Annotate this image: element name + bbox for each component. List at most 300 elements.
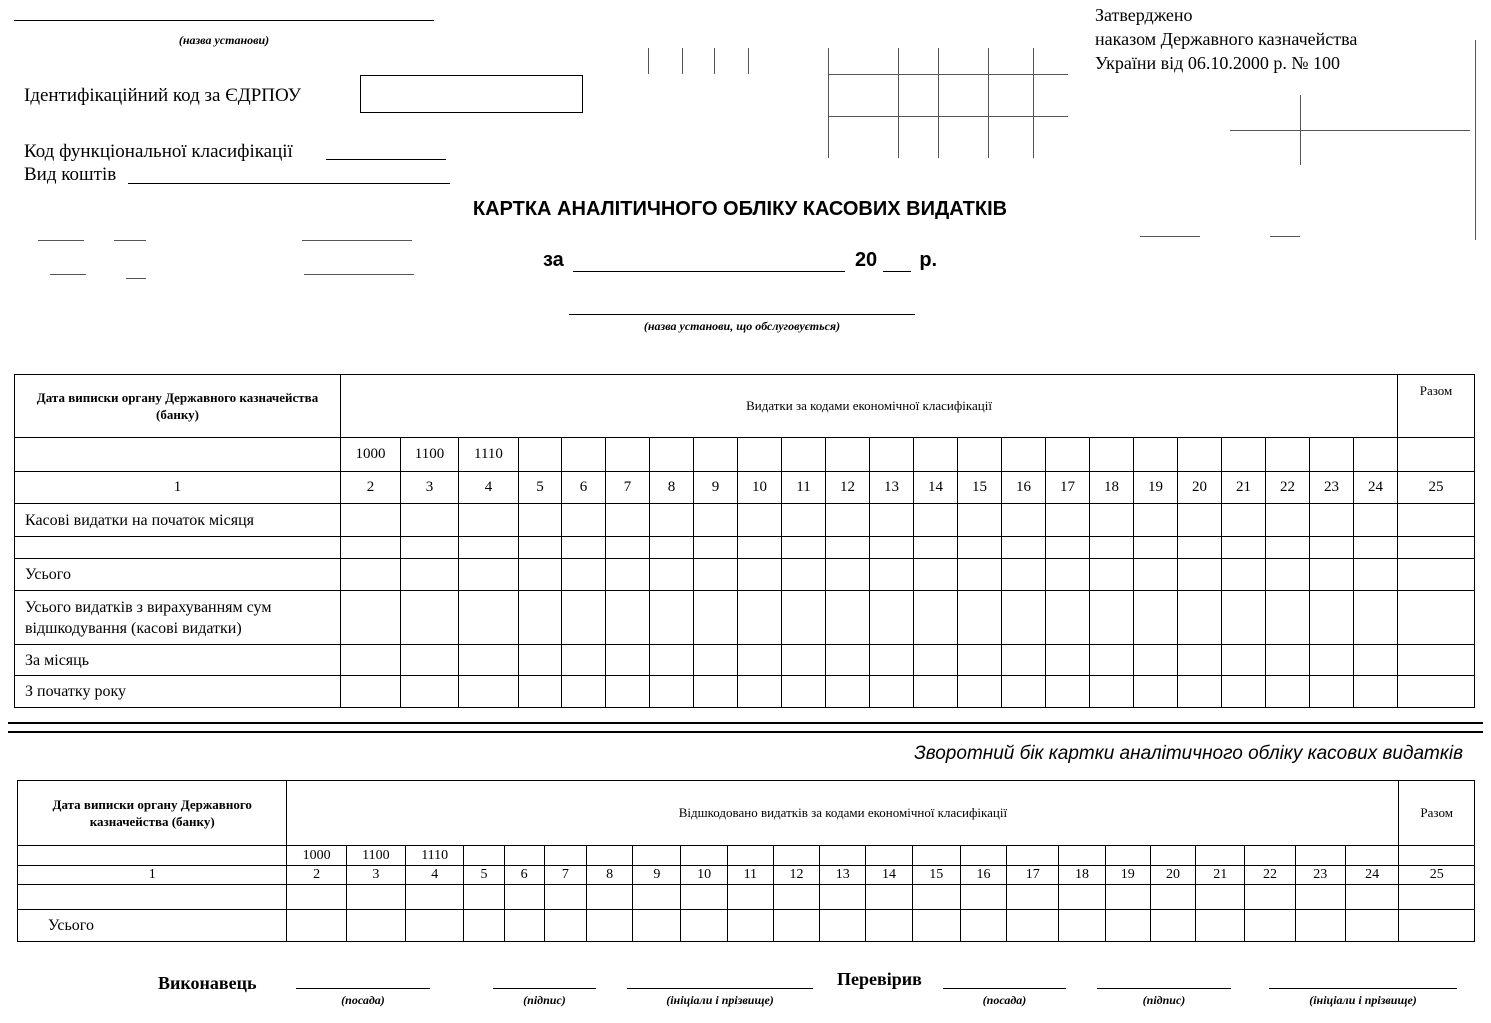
amount-cell[interactable] — [1354, 504, 1398, 537]
amount-cell[interactable] — [958, 504, 1002, 537]
amount-cell[interactable] — [1090, 559, 1134, 591]
code-cell — [738, 438, 782, 472]
amount-cell[interactable] — [1046, 504, 1090, 537]
amount-cell[interactable] — [562, 559, 606, 591]
column-number: 15 — [958, 472, 1002, 504]
scan-artifact-grid — [648, 48, 1068, 160]
code-cell — [1059, 846, 1105, 866]
amount-cell[interactable] — [1007, 885, 1059, 910]
amount-cell[interactable] — [738, 537, 782, 559]
checker-signature-caption: (підпис) — [1142, 993, 1186, 1007]
column-number: 8 — [586, 866, 632, 885]
amount-cell[interactable] — [1310, 559, 1354, 591]
amount-cell[interactable] — [1178, 676, 1222, 708]
amount-cell[interactable] — [1002, 537, 1046, 559]
column-number: 17 — [1046, 472, 1090, 504]
code-cell — [633, 846, 681, 866]
executor-signature-line[interactable] — [493, 988, 596, 989]
executor-signature-caption: (підпис) — [523, 993, 566, 1007]
code-cell — [773, 846, 819, 866]
amount-cell[interactable] — [1310, 645, 1354, 676]
column-number: 23 — [1295, 866, 1345, 885]
amount-cell[interactable] — [738, 676, 782, 708]
amount-cell[interactable] — [633, 885, 681, 910]
back-table — [17, 780, 1475, 942]
amount-cell[interactable] — [562, 537, 606, 559]
amount-cell[interactable] — [401, 645, 459, 676]
amount-cell[interactable] — [870, 591, 914, 645]
amount-cell[interactable] — [826, 559, 870, 591]
amount-cell[interactable] — [606, 645, 650, 676]
card-separator-top — [8, 722, 1483, 724]
amount-cell[interactable] — [650, 537, 694, 559]
amount-cell[interactable] — [1046, 559, 1090, 591]
period-suffix: р. — [919, 249, 938, 271]
amount-cell[interactable] — [1090, 676, 1134, 708]
amount-cell[interactable] — [1266, 504, 1310, 537]
amount-cell[interactable] — [694, 591, 738, 645]
column-number: 10 — [738, 472, 782, 504]
column-number: 16 — [1002, 472, 1046, 504]
code-cell — [1196, 846, 1245, 866]
amount-cell[interactable] — [586, 910, 632, 942]
executor-name-line[interactable] — [627, 988, 813, 989]
institution-name-line[interactable] — [14, 20, 434, 21]
code-cell — [681, 846, 727, 866]
code-cell — [1007, 846, 1059, 866]
codes-row — [15, 438, 1475, 472]
amount-cell[interactable] — [870, 676, 914, 708]
amount-cell[interactable] — [519, 559, 562, 591]
amount-cell[interactable] — [960, 910, 1006, 942]
row-label: Усього — [18, 910, 287, 942]
amount-cell[interactable] — [782, 645, 826, 676]
code-cell — [1150, 846, 1195, 866]
approval-line-2: наказом Державного казначейства — [1095, 29, 1358, 49]
amount-cell[interactable] — [650, 591, 694, 645]
amount-cell[interactable] — [1310, 537, 1354, 559]
column-number: 11 — [727, 866, 773, 885]
amount-cell[interactable] — [1059, 910, 1105, 942]
amount-cell[interactable] — [738, 504, 782, 537]
amount-cell[interactable] — [782, 591, 826, 645]
amount-cell[interactable] — [606, 559, 650, 591]
amount-cell[interactable] — [1002, 559, 1046, 591]
amount-cell[interactable] — [1399, 885, 1475, 910]
amount-cell[interactable] — [1046, 537, 1090, 559]
amount-cell[interactable] — [1222, 504, 1266, 537]
code-cell — [1134, 438, 1178, 472]
code-cell — [958, 438, 1002, 472]
amount-cell[interactable] — [1266, 591, 1310, 645]
column-number: 19 — [1105, 866, 1150, 885]
code-cell — [562, 438, 606, 472]
amount-cell[interactable] — [1310, 676, 1354, 708]
amount-cell[interactable] — [606, 537, 650, 559]
amount-cell[interactable] — [681, 885, 727, 910]
amount-cell[interactable] — [586, 885, 632, 910]
amount-cell[interactable] — [826, 504, 870, 537]
amount-cell[interactable] — [650, 645, 694, 676]
column-numbers-row — [18, 866, 1475, 885]
amount-cell[interactable] — [958, 645, 1002, 676]
amount-cell[interactable] — [504, 885, 544, 910]
amount-cell[interactable] — [773, 910, 819, 942]
amount-cell[interactable] — [1196, 910, 1245, 942]
amount-cell[interactable] — [1134, 537, 1178, 559]
amount-cell[interactable] — [1007, 910, 1059, 942]
code-cell — [960, 846, 1006, 866]
amount-cell[interactable] — [519, 591, 562, 645]
code-cell — [464, 846, 504, 866]
amount-cell[interactable] — [1399, 910, 1475, 942]
amount-cell[interactable] — [1398, 504, 1475, 537]
table-row — [15, 559, 1475, 591]
amount-cell[interactable] — [1090, 504, 1134, 537]
amount-cell[interactable] — [519, 504, 562, 537]
code-cell — [586, 846, 632, 866]
amount-cell[interactable] — [1150, 885, 1195, 910]
column-number: 7 — [544, 866, 586, 885]
amount-cell[interactable] — [633, 910, 681, 942]
amount-cell[interactable] — [958, 537, 1002, 559]
amount-cell[interactable] — [459, 591, 519, 645]
column-number: 4 — [459, 472, 519, 504]
amount-cell[interactable] — [1354, 591, 1398, 645]
checker-position-caption: (посада) — [982, 993, 1027, 1007]
amount-cell[interactable] — [727, 885, 773, 910]
amount-cell[interactable] — [1310, 504, 1354, 537]
amount-cell[interactable] — [401, 537, 459, 559]
code-cell: 1110 — [459, 438, 519, 472]
amount-cell[interactable] — [406, 910, 464, 942]
amount-cell[interactable] — [406, 885, 464, 910]
amount-cell[interactable] — [1354, 676, 1398, 708]
amount-cell[interactable] — [1354, 645, 1398, 676]
code-cell: 1000 — [287, 846, 346, 866]
amount-cell[interactable] — [287, 885, 346, 910]
amount-cell[interactable] — [606, 591, 650, 645]
table-row — [15, 591, 1475, 645]
period-month-line[interactable] — [573, 250, 845, 272]
code-cell — [820, 846, 866, 866]
amount-cell[interactable] — [694, 537, 738, 559]
amount-cell[interactable] — [694, 504, 738, 537]
amount-cell[interactable] — [870, 645, 914, 676]
amount-cell[interactable] — [519, 645, 562, 676]
column-number: 21 — [1222, 472, 1266, 504]
amount-cell[interactable] — [504, 910, 544, 942]
column-number: 4 — [406, 866, 464, 885]
amount-cell[interactable] — [519, 676, 562, 708]
approval-line-3: України від 06.10.2000 р. № 100 — [1095, 53, 1340, 73]
amount-cell[interactable] — [912, 910, 960, 942]
amount-cell[interactable] — [870, 559, 914, 591]
amount-cell[interactable] — [1354, 537, 1398, 559]
amount-cell[interactable] — [914, 645, 958, 676]
amount-cell[interactable] — [738, 645, 782, 676]
amount-cell[interactable] — [562, 591, 606, 645]
code-cell — [782, 438, 826, 472]
amount-cell[interactable] — [1222, 559, 1266, 591]
approval-note — [1095, 3, 1357, 75]
edrpou-input[interactable] — [360, 75, 583, 113]
edrpou-label: Ідентифікаційний код за ЄДРПОУ — [24, 85, 302, 106]
amount-cell[interactable] — [562, 504, 606, 537]
amount-cell[interactable] — [958, 676, 1002, 708]
amount-cell[interactable] — [1196, 885, 1245, 910]
amount-cell[interactable] — [782, 559, 826, 591]
amount-cell[interactable] — [1398, 591, 1475, 645]
fund-type-label: Вид коштів — [24, 164, 117, 185]
amount-cell[interactable] — [562, 645, 606, 676]
amount-cell[interactable] — [1345, 910, 1399, 942]
executor-position-caption: (посада) — [341, 993, 385, 1007]
column-number: 22 — [1266, 472, 1310, 504]
amount-cell[interactable] — [826, 645, 870, 676]
amount-cell[interactable] — [1178, 537, 1222, 559]
column-number: 2 — [287, 866, 346, 885]
amount-cell[interactable] — [401, 504, 459, 537]
checker-signature-line[interactable] — [1097, 988, 1231, 989]
amount-cell[interactable] — [1046, 591, 1090, 645]
func-class-line[interactable] — [326, 159, 446, 160]
amount-cell[interactable] — [346, 910, 405, 942]
amount-cell[interactable] — [1266, 645, 1310, 676]
total-header: Разом — [1399, 781, 1475, 846]
amount-cell[interactable] — [866, 910, 912, 942]
amount-cell[interactable] — [341, 645, 401, 676]
amount-cell[interactable] — [1178, 645, 1222, 676]
amount-cell[interactable] — [1105, 885, 1150, 910]
code-cell — [650, 438, 694, 472]
amount-cell[interactable] — [1266, 676, 1310, 708]
amount-cell[interactable] — [464, 885, 504, 910]
column-number: 9 — [633, 866, 681, 885]
amount-cell[interactable] — [1134, 591, 1178, 645]
amount-cell[interactable] — [1059, 885, 1105, 910]
amount-cell[interactable] — [1398, 645, 1475, 676]
amount-cell[interactable] — [606, 504, 650, 537]
amount-cell[interactable] — [650, 559, 694, 591]
amount-cell[interactable] — [1150, 910, 1195, 942]
amount-cell[interactable] — [1245, 910, 1295, 942]
fund-type-line[interactable] — [128, 183, 450, 184]
column-number: 24 — [1354, 472, 1398, 504]
amount-cell[interactable] — [1222, 537, 1266, 559]
amount-cell[interactable] — [958, 559, 1002, 591]
expenses-header: Видатки за кодами економічної класифікації — [341, 375, 1398, 438]
card-separator-bottom — [8, 731, 1483, 733]
amount-cell[interactable] — [914, 537, 958, 559]
amount-cell[interactable] — [1090, 645, 1134, 676]
amount-cell[interactable] — [1398, 537, 1475, 559]
amount-cell[interactable] — [401, 591, 459, 645]
column-number: 25 — [1399, 866, 1475, 885]
column-number: 5 — [519, 472, 562, 504]
amount-cell[interactable] — [782, 504, 826, 537]
amount-cell[interactable] — [738, 559, 782, 591]
amount-cell[interactable] — [1222, 645, 1266, 676]
period-row — [543, 249, 937, 272]
amount-cell[interactable] — [464, 910, 504, 942]
amount-cell[interactable] — [1178, 591, 1222, 645]
amount-cell[interactable] — [826, 591, 870, 645]
amount-cell[interactable] — [1310, 591, 1354, 645]
amount-cell[interactable] — [459, 559, 519, 591]
checker-name-caption: (ініціали і прізвище) — [1309, 993, 1417, 1007]
amount-cell[interactable] — [820, 885, 866, 910]
amount-cell[interactable] — [459, 537, 519, 559]
code-cell — [544, 846, 586, 866]
amount-cell[interactable] — [341, 591, 401, 645]
amount-cell[interactable] — [287, 910, 346, 942]
column-number: 24 — [1345, 866, 1399, 885]
amount-cell[interactable] — [1266, 559, 1310, 591]
amount-cell[interactable] — [401, 559, 459, 591]
code-cell — [1222, 438, 1266, 472]
total-header: Разом — [1398, 375, 1475, 438]
amount-cell[interactable] — [544, 885, 586, 910]
amount-cell[interactable] — [1046, 645, 1090, 676]
amount-cell[interactable] — [1222, 591, 1266, 645]
column-number: 7 — [606, 472, 650, 504]
column-number: 8 — [650, 472, 694, 504]
amount-cell[interactable] — [782, 676, 826, 708]
column-number: 3 — [401, 472, 459, 504]
amount-cell[interactable] — [650, 504, 694, 537]
column-number: 20 — [1178, 472, 1222, 504]
column-number: 12 — [773, 866, 819, 885]
amount-cell[interactable] — [1295, 885, 1345, 910]
amount-cell[interactable] — [1266, 537, 1310, 559]
code-cell — [912, 846, 960, 866]
amount-cell[interactable] — [1295, 910, 1345, 942]
served-institution-line[interactable] — [569, 314, 915, 315]
amount-cell[interactable] — [544, 910, 586, 942]
amount-cell[interactable] — [1002, 591, 1046, 645]
page-title: КАРТКА АНАЛІТИЧНОГО ОБЛІКУ КАСОВИХ ВИДАТКІВ — [472, 198, 1008, 220]
amount-cell[interactable] — [1090, 537, 1134, 559]
column-number: 15 — [912, 866, 960, 885]
amount-cell[interactable] — [459, 645, 519, 676]
column-number: 2 — [341, 472, 401, 504]
amount-cell[interactable] — [562, 676, 606, 708]
amount-cell[interactable] — [346, 885, 405, 910]
code-cell — [727, 846, 773, 866]
amount-cell[interactable] — [912, 885, 960, 910]
approval-line-1: Затверджено — [1095, 5, 1193, 25]
amount-cell[interactable] — [1222, 676, 1266, 708]
func-class-label: Код функціональної класифікації — [24, 141, 293, 162]
code-cell — [914, 438, 958, 472]
amount-cell[interactable] — [782, 537, 826, 559]
amount-cell[interactable] — [1354, 559, 1398, 591]
amount-cell[interactable] — [694, 676, 738, 708]
amount-cell[interactable] — [960, 885, 1006, 910]
amount-cell[interactable] — [341, 504, 401, 537]
code-cell — [1310, 438, 1354, 472]
back-side-title: Зворотний бік картки аналітичного обліку касових видатків — [914, 743, 1463, 764]
amount-cell[interactable] — [1345, 885, 1399, 910]
amount-cell[interactable] — [459, 504, 519, 537]
amount-cell[interactable] — [1134, 504, 1178, 537]
amount-cell[interactable] — [401, 676, 459, 708]
amount-cell[interactable] — [1002, 676, 1046, 708]
amount-cell[interactable] — [958, 591, 1002, 645]
amount-cell[interactable] — [826, 537, 870, 559]
amount-cell[interactable] — [914, 676, 958, 708]
amount-cell[interactable] — [341, 537, 401, 559]
checker-name-line[interactable] — [1269, 988, 1457, 989]
codes-row — [18, 846, 1475, 866]
amount-cell[interactable] — [773, 885, 819, 910]
column-number: 23 — [1310, 472, 1354, 504]
amount-cell[interactable] — [1090, 591, 1134, 645]
amount-cell[interactable] — [694, 559, 738, 591]
amount-cell[interactable] — [914, 591, 958, 645]
code-cell — [1266, 438, 1310, 472]
row-label: З початку року — [15, 676, 341, 708]
amount-cell[interactable] — [1178, 504, 1222, 537]
amount-cell[interactable] — [681, 910, 727, 942]
amount-cell[interactable] — [1002, 645, 1046, 676]
amount-cell[interactable] — [727, 910, 773, 942]
table-row — [18, 885, 1475, 910]
column-number: 16 — [960, 866, 1006, 885]
amount-cell[interactable] — [519, 537, 562, 559]
column-number: 11 — [782, 472, 826, 504]
code-cell — [1178, 438, 1222, 472]
amount-cell[interactable] — [870, 537, 914, 559]
amount-cell[interactable] — [1046, 676, 1090, 708]
amount-cell[interactable] — [1002, 504, 1046, 537]
amount-cell[interactable] — [1134, 676, 1178, 708]
amount-cell[interactable] — [341, 559, 401, 591]
amount-cell[interactable] — [914, 559, 958, 591]
codes-row-label-cell — [15, 438, 341, 472]
amount-cell[interactable] — [866, 885, 912, 910]
amount-cell[interactable] — [914, 504, 958, 537]
amount-cell[interactable] — [1245, 885, 1295, 910]
column-numbers-row — [15, 472, 1475, 504]
amount-cell[interactable] — [820, 910, 866, 942]
amount-cell[interactable] — [1398, 676, 1475, 708]
amount-cell[interactable] — [870, 504, 914, 537]
period-year-line[interactable] — [883, 250, 911, 272]
amount-cell[interactable] — [650, 676, 694, 708]
amount-cell[interactable] — [738, 591, 782, 645]
period-prefix: за — [543, 249, 564, 271]
amount-cell[interactable] — [1398, 559, 1475, 591]
executor-name-caption: (ініціали і прізвище) — [666, 993, 774, 1007]
served-institution-caption: (назва установи, що обслуговується) — [643, 319, 841, 333]
amount-cell[interactable] — [341, 676, 401, 708]
amount-cell[interactable] — [1134, 559, 1178, 591]
checker-position-line[interactable] — [943, 988, 1066, 989]
executor-position-line[interactable] — [296, 988, 430, 989]
amount-cell[interactable] — [459, 676, 519, 708]
amount-cell[interactable] — [1105, 910, 1150, 942]
amount-cell[interactable] — [606, 676, 650, 708]
amount-cell[interactable] — [694, 645, 738, 676]
amount-cell[interactable] — [1178, 559, 1222, 591]
column-number: 18 — [1059, 866, 1105, 885]
amount-cell[interactable] — [1134, 645, 1178, 676]
code-cell: 1110 — [406, 846, 464, 866]
amount-cell[interactable] — [826, 676, 870, 708]
codes-row-label-cell — [18, 846, 287, 866]
